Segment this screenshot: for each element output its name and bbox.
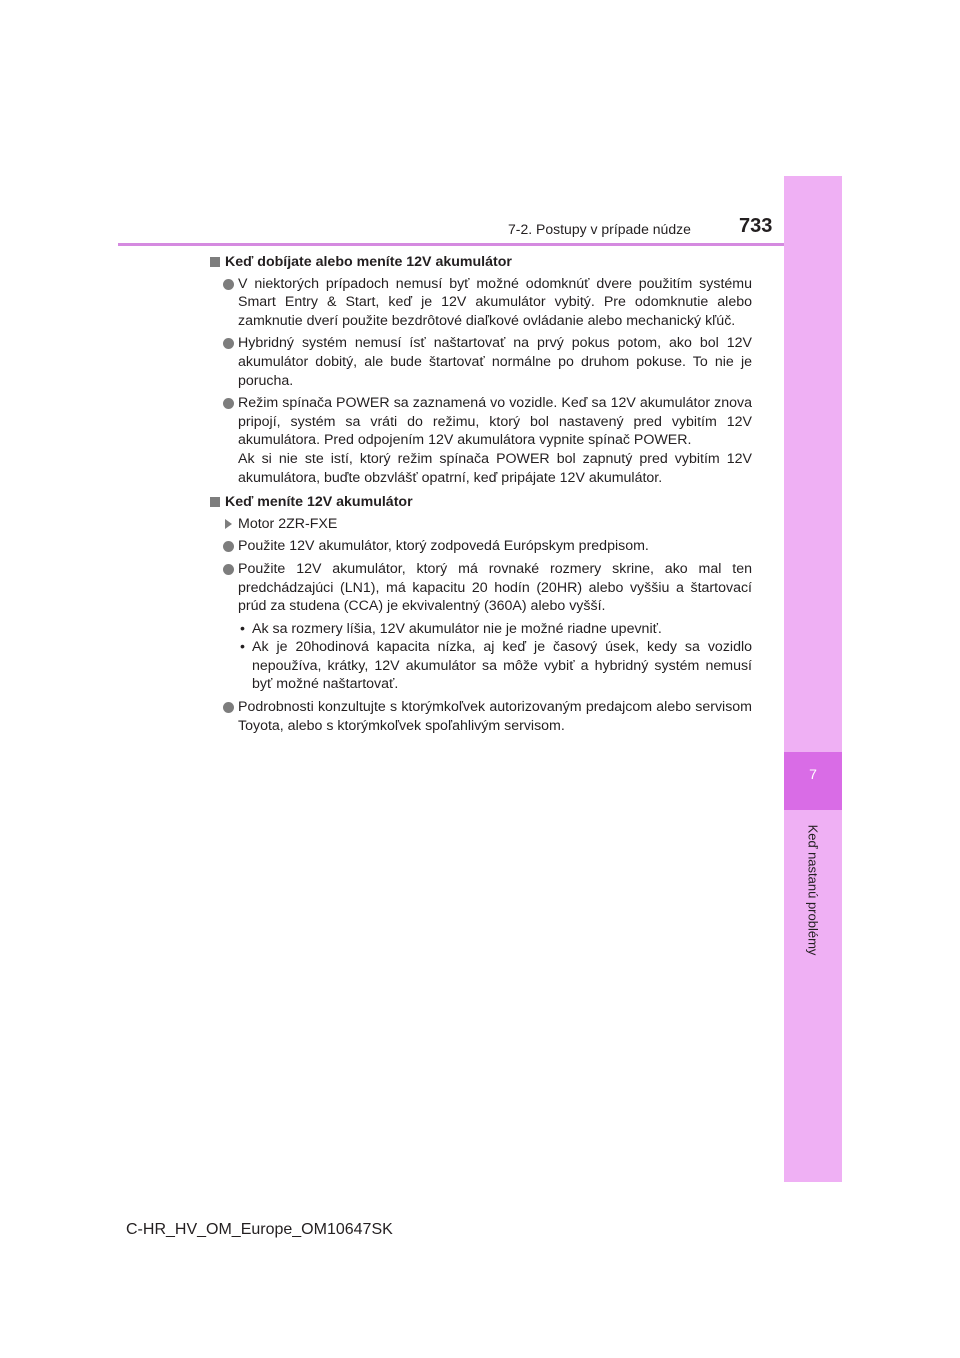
list-item: Použite 12V akumulátor, ktorý zodpovedá Európskym predpisom. xyxy=(210,537,752,556)
sub-list-item: • Ak je 20hodinová kapacita nízka, aj keď je časový úsek, kedy sa vozidlo nepoužíva, krátky, 12V akumulátor sa môže vybiť a hybridný systém nemusí byť možné naštartovať. xyxy=(240,639,752,693)
circle-bullet-icon xyxy=(223,338,234,349)
sub-list-item: • Ak sa rozmery líšia, 12V akumulátor nie je možné riadne upevniť. xyxy=(240,620,662,637)
list-item: Hybridný systém nemusí ísť naštartovať na prvý pokus potom, ako bol 12V akumulátor dobitý, ale bude štartovať normálne po druhom pokuse. To nie je porucha. xyxy=(210,334,752,390)
list-item: V niektorých prípadoch nemusí byť možné odomknúť dvere použitím systému Smart Entry & Start, keď je 12V akumulátor vybitý. Pre odomknutie alebo zamknutie dverí použite bezdrôtové diaľkové ovládanie alebo mechanický kľúč. xyxy=(210,275,752,331)
circle-bullet-icon xyxy=(223,564,234,575)
engine-variant-label: Motor 2ZR-FXE xyxy=(210,515,752,534)
square-bullet-icon xyxy=(210,257,220,267)
list-item: Použite 12V akumulátor, ktorý má rovnaké rozmery skrine, ako mal ten predchádzajúci (LN1), má kapacitu 20 hodín (20HR) alebo vyššiu a štartovací prúd za studena (CCA) je ekvivalentný (360A) alebo vyšší. xyxy=(210,560,752,616)
list-item: Podrobnosti konzultujte s ktorýmkoľvek autorizovaným predajcom alebo servisom Toyota, alebo s ktorýmkoľvek spoľahlivým servisom. xyxy=(210,698,752,735)
square-bullet-icon xyxy=(210,497,220,507)
header-divider xyxy=(118,243,784,246)
chapter-side-tab xyxy=(784,176,842,1182)
chapter-number: 7 xyxy=(809,766,817,782)
small-bullet-icon: • xyxy=(240,620,245,637)
page-content xyxy=(210,253,752,739)
circle-bullet-icon xyxy=(223,702,234,713)
triangle-arrow-icon xyxy=(225,519,232,529)
circle-bullet-icon xyxy=(223,541,234,552)
section-title: 7-2. Postupy v prípade núdze xyxy=(508,221,691,237)
document-id: C-HR_HV_OM_Europe_OM10647SK xyxy=(126,1221,393,1238)
chapter-title: Keď nastanú problémy xyxy=(805,824,821,956)
page-number: 733 xyxy=(739,215,773,237)
circle-bullet-icon xyxy=(223,279,234,290)
list-item-continuation: Ak si nie ste istí, ktorý režim spínača POWER bol zapnutý pred vybitím 12V akumulátora, buďte obzvlášť opatrní, keď pripájate 12V akumulátor. xyxy=(238,450,752,486)
section-heading: Keď dobíjate alebo meníte 12V akumulátor xyxy=(210,253,752,272)
circle-bullet-icon xyxy=(223,398,234,409)
small-bullet-icon: • xyxy=(240,639,245,656)
section-heading: Keď meníte 12V akumulátor xyxy=(210,493,752,512)
list-item: Režim spínača POWER sa zaznamená vo vozidle. Keď sa 12V akumulátor znova pripojí, systém sa vráti do režimu, ktorý bol nastavený pred vybitím 12V akumulátora. Pred odpojením 12V akumulátora vypnite spínač POWER. Ak si nie ste istí, ktorý režim spínača POWER bol zapnutý pred vybitím 12V akumulátora, buďte obzvlášť opatrní, keď pripájate 12V akumulátor. xyxy=(210,394,752,487)
